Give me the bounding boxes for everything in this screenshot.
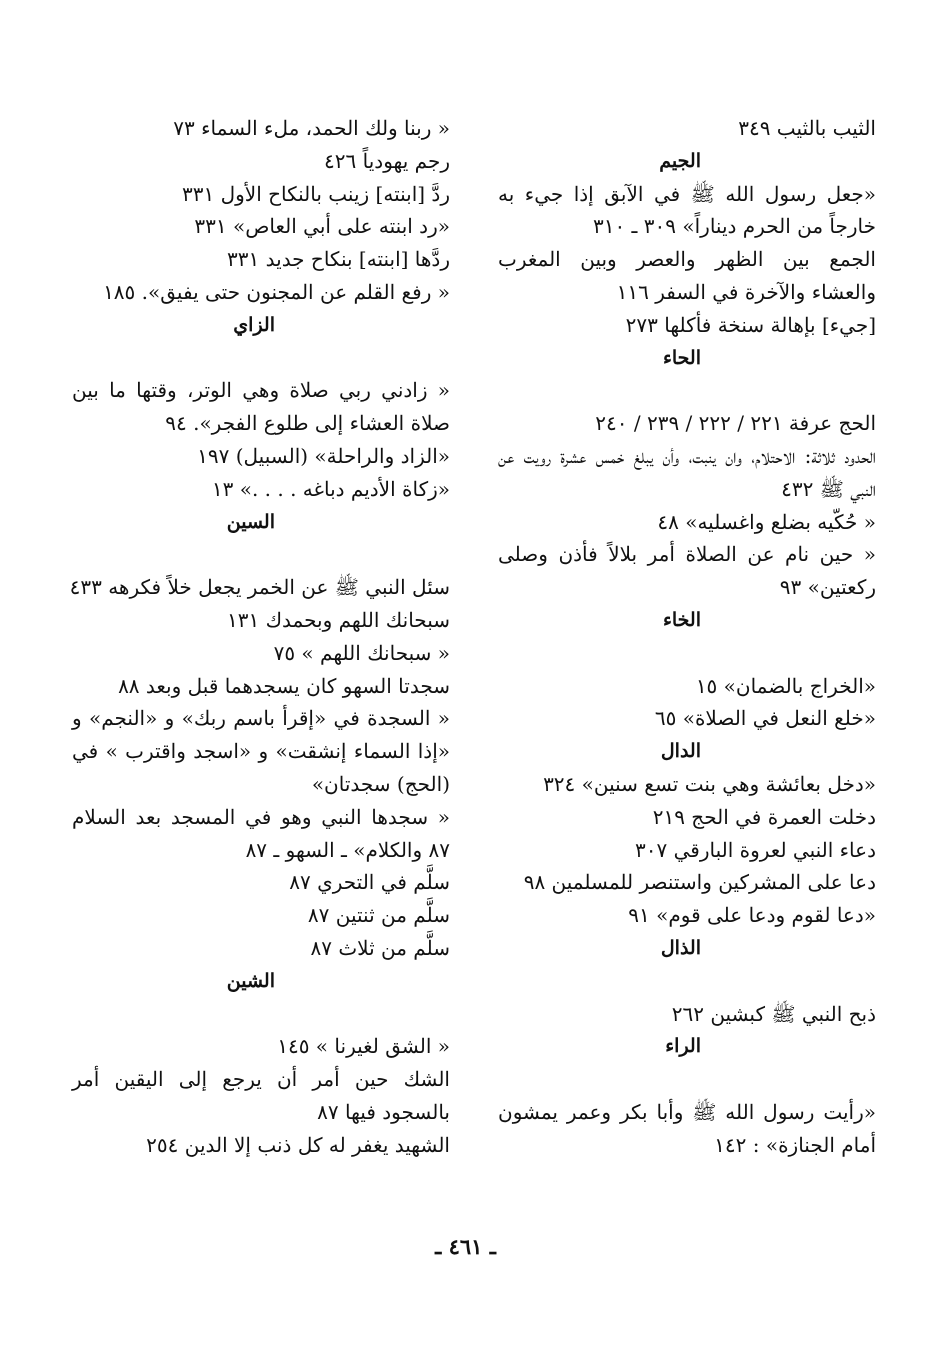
index-entry: ذبح النبي ﷺ كبشين ٢٦٢	[671, 1001, 876, 1026]
index-entry: سئل النبي ﷺ عن الخمر يجعل خلاً فكرهه ٤٣٣	[69, 575, 450, 600]
index-entry: سلَّم في التحري ٨٧	[289, 870, 450, 895]
section-heading: السين	[226, 510, 275, 533]
index-entry: «الزاد والراحلة» (السبيل) ١٩٧	[197, 443, 450, 468]
section-heading: الدال	[660, 740, 701, 763]
spacer	[498, 374, 876, 407]
index-entry: « الشق لغيرنا » ١٤٥	[277, 1034, 450, 1059]
index-entry: « حُكّيه بضلع واغسليه» ٤٨	[657, 509, 876, 534]
index-entry: « سبحانك اللهم » ٧٥	[273, 640, 450, 665]
index-entry: « زادني ربي صلاة وهي الوتر، وقتها ما بين صلاة العشاء إلى طلوع الفجر». ٩٤	[72, 378, 450, 436]
spacer	[72, 998, 450, 1031]
section-heading: الجيم	[659, 149, 701, 172]
index-entry: «زكاة الأديم دباغه . . . .» ١٣	[211, 476, 450, 501]
index-entry: «خلع النعل في الصلاة» ٦٥	[654, 706, 876, 731]
spacer	[498, 965, 876, 998]
index-entry: دعاء النبي لعروة البارقي ٣٠٧	[635, 837, 876, 862]
index-entry: سلَّم من ثلاث ٨٧	[310, 935, 450, 960]
index-entry: الشهيد يغفر له كل ذنب إلا الدين ٢٥٤	[146, 1132, 450, 1157]
spacer	[498, 637, 876, 670]
index-entry: «دخل بعائشة وهي بنت تسع سنين» ٣٢٤	[543, 771, 876, 796]
index-entry: دخلت العمرة في الحج ٢١٩	[652, 804, 876, 829]
index-entry: سبحانك اللهم وبحمدك ١٣١	[226, 607, 450, 632]
index-entry: « سجدها النبي وهو في المسجد بعد السلام ٨٧ والكلام» ـ السهو ـ ٨٧	[72, 804, 450, 862]
index-entry: «جعل رسول الله ﷺ في الآبق إذا جيء به خارجاً من الحرم ديناراً» ٣٠٩ ـ ٣١٠	[498, 181, 876, 239]
index-entry: « رفع القلم عن المجنون حتى يفيق». ١٨٥	[103, 279, 450, 304]
index-entry: رجم يهودياً ٤٢٦	[324, 148, 450, 173]
index-entry: ردَّ [ابنته] زينب بالنكاح الأول ٣٣١	[182, 181, 450, 206]
index-entry: الحدود ثلاثة: الاحتلام، وان ينبت، وأن يبلغ خمس عشرة رويت عن النبي ﷺ ٤٣٢	[498, 443, 876, 501]
index-entry: [جيء] بإهالة سنخة فأكلها ٢٧٣	[625, 312, 876, 337]
index-entry: «رأيت رسول الله ﷺ وأبا بكر وعمر يمشون أمام الجنازة» : ١٤٢	[498, 1099, 876, 1157]
index-entry: سجدتا السهو كان يسجدهما قبل وبعد ٨٨	[118, 673, 450, 698]
section-heading: الزاي	[233, 313, 275, 336]
spacer	[498, 1063, 876, 1096]
section-heading: الخاء	[662, 608, 701, 631]
index-entry: « حين نام عن الصلاة أمر بلالاً فأذن وصلى ركعتين» ٩٣	[498, 542, 876, 600]
spacer	[72, 538, 450, 571]
index-entry: « السجدة في «إقرأ باسم ربك» و «النجم» و «إذا السماء إنشقت» و «اسجد واقترب » في (الحج) سجدتان»	[72, 706, 450, 796]
index-column-right	[498, 112, 876, 1162]
section-heading: الذال	[660, 936, 701, 959]
index-entry: الجمع بين الظهر والعصر وبين المغرب والعشاء والآخرة في السفر ١١٦	[498, 247, 876, 304]
index-entry: ردَّها [ابنته] بنكاح جديد ٣٣١	[227, 247, 450, 272]
index-column-left	[69, 112, 450, 1162]
index-entry: سلَّم من ثنتين ٨٧	[307, 903, 450, 928]
section-heading: الحاء	[662, 346, 701, 369]
index-entry: «رد ابنته على أبي العاص» ٣٣١	[194, 214, 450, 239]
index-entry: الشك حين أمر أن يرجع إلى اليقين أمر بالسجود فيها ٨٧	[72, 1067, 450, 1124]
section-heading: الشين	[226, 969, 275, 992]
index-entry: « ربنا ولك الحمد، ملء السماء ٧٣	[173, 116, 450, 140]
index-entry: الثيب بالثيب ٣٤٩	[738, 116, 876, 140]
page-number: ـ ٤٦١ ـ	[435, 1234, 496, 1259]
index-entry: «دعا لقوم ودعا على قوم» ٩١	[628, 903, 876, 928]
section-heading: الراء	[665, 1035, 701, 1058]
spacer	[72, 342, 450, 375]
index-entry: الحج عرفة ٢٢١ / ٢٢٢ / ٢٣٩ / ٢٤٠	[595, 411, 876, 436]
index-entry: دعا على المشركين واستنصر للمسلمين ٩٨	[523, 870, 876, 895]
index-entry: «الخراج بالضمان» ١٥	[695, 673, 876, 698]
